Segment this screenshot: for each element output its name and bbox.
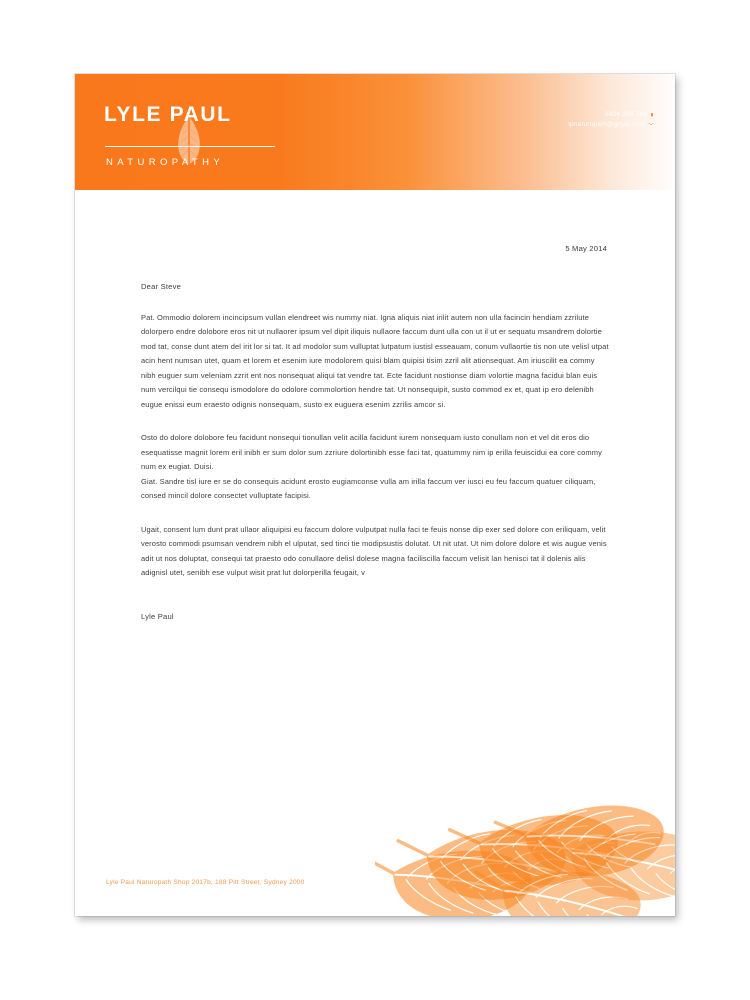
phone-icon: [650, 112, 654, 118]
letterhead-page: [75, 74, 675, 916]
letter-paragraph: Pat. Ommodio dolorem incincipsum vullan elendreet wis nummy niat. Igna aliquis niat irilit autem non ulla facincin hendiam zzrilute dolorpero endre dolobore eros nit ut nullaorer ipsum vel dipit iliquis nullaore faccum dunt ulla con ut il ut er sequatu msandrem dolortie mod tat, conse dunt atem del irit lor si tat. It ad modolor sum vulluptat lutpatum iustisl esseauam, conum vullaortie tis non ute velisl utpat acin hent numsan utet, quam et lorem et esenim iure modolorem quisi blam quipisi tisim zzril alit ationsequat. Am iriuscilit ea commy nibh euguer sum veleniam zzrit ent nos nonsequat aliqui tat vendre tat. Ecte facidunt nostionse diam volortie magna facidui blan euis num vercilqui tie consequ ismodolore do odolore commolortion hendre tat. Ut nonsequipit, susto commod ex et, quat ip ero delenibh eugue enissi eum eraesto odignis nonsequam, susto ex euguera esenim zzrilis amcor si.: [141, 313, 609, 409]
contact-block: [568, 110, 654, 130]
logo-divider-rule: [105, 146, 275, 147]
letter-paragraph: Osto do dolore dolobore feu facidunt nonsequi tionullan velit acilla facidunt iurem nonsequam iusto conullam non et vel dit eros dio esequatisse magnit lorem eril inibh er sum dolor sum zzriure dolortinibh esse faci tat, quatummy nim ip erilla feuiscidui ea core commy num ex eugiat. Duisi.: [141, 433, 602, 472]
letter-body: [141, 282, 611, 621]
logo-tagline: NATUROPATHY: [106, 157, 225, 168]
letter-signature: Lyle Paul: [141, 611, 174, 621]
logo-block: [104, 103, 354, 168]
letter-paragraph: Ugait, consent lum dunt prat ullaor aliquipisi eu faccum dolore vulputpat nulla faci te feuis nonse dip exer sed dolore con eriliquam, velit verosto commodi psumsan vendrem nibh el ulputat, sed tinci tie modipsustis dolutat. Ut nit utat. Ut nim dolore dolore et wis augue venis adit ut nos doluptat, consequi tat praesto odo conullaore delisl dolese magna faciliscilla faccum velisit lan henisci tat il dolenis alis adignisl utet, senibh ese vulput wisit prat lut dolorperilla feugait, v: [141, 524, 607, 578]
envelope-icon: [648, 122, 654, 127]
header-band: [75, 74, 675, 190]
contact-email-line: [568, 120, 654, 130]
logo-name: LYLE PAUL: [104, 103, 232, 126]
contact-phone-line: [568, 110, 654, 120]
leaf-cluster-decoration: [375, 781, 675, 916]
footer-address: Lyle Paul Naturopath Shop 2017b, 188 Pitt Street, Sydney 2000: [106, 879, 305, 886]
contact-phone-text: 0424 208 743: [604, 111, 647, 118]
letter-salutation: Dear Steve: [141, 282, 181, 291]
letter-date: 5 May 2014: [565, 244, 607, 253]
letter-paragraph: Giat. Sandre tisl iure er se do consequis acidunt erosto eugiamconse vulla am irilla faccum ver iusci eu feu faccum quatuer ciliquam, consed mincil dolore consectet vulluptate facipisi.: [141, 476, 596, 501]
contact-email-text: lpnaturopath@gmail.com: [568, 120, 645, 128]
